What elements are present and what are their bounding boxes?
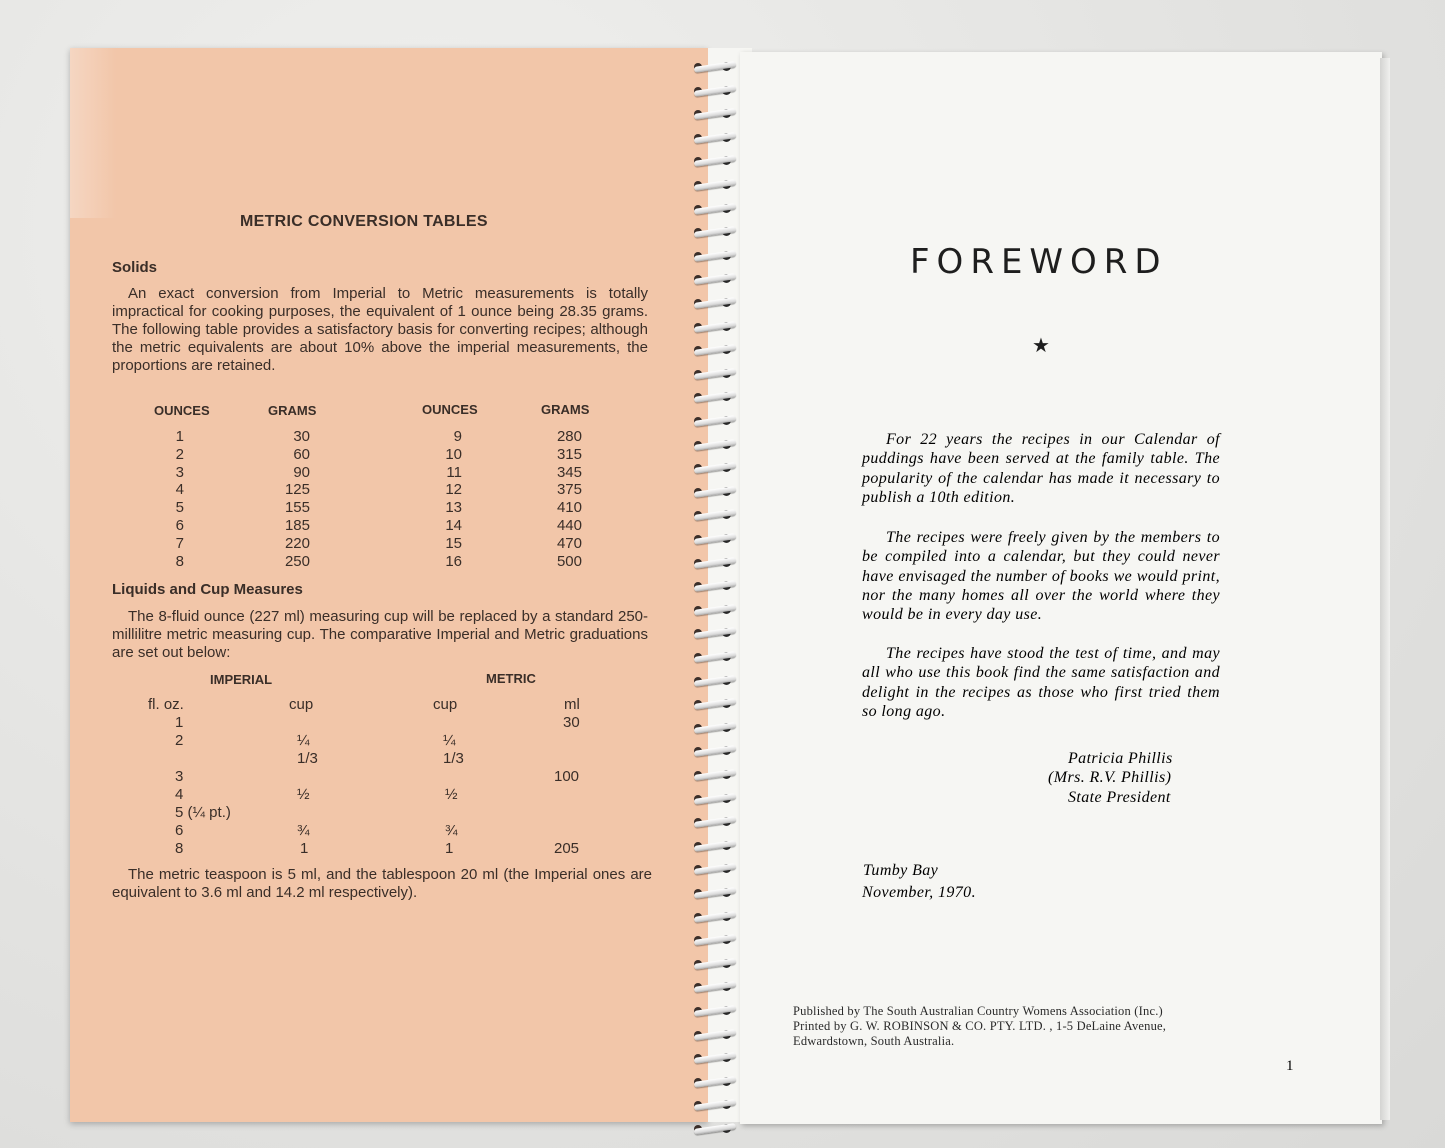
- spiral-coil: [694, 180, 740, 190]
- spiral-coil: [694, 912, 740, 922]
- solids-grams-col-1: [260, 428, 310, 570]
- publisher-line: Published by The South Australian Country Womens Association (Inc.): [793, 1004, 1163, 1018]
- table-cell: 185: [284, 516, 310, 534]
- table-cell: 14: [445, 516, 462, 534]
- signature-role: State President: [1068, 789, 1171, 806]
- table-cell: 205: [554, 840, 580, 857]
- table-cell: 90: [293, 463, 310, 481]
- spiral-coil: [694, 156, 740, 166]
- spiral-coil: [694, 534, 740, 544]
- table-cell: 1/3: [443, 750, 464, 767]
- table-cell: 10: [445, 445, 462, 463]
- table-row: [70, 714, 708, 732]
- table-cell: 3: [175, 463, 184, 481]
- signature-name: Patricia Phillis: [1068, 750, 1173, 767]
- col-header-ounces-1: OUNCES: [154, 403, 210, 418]
- table-cell: 315: [556, 445, 582, 463]
- spiral-coil: [694, 392, 740, 402]
- table-cell: 410: [556, 499, 582, 517]
- table-cell: 8: [175, 840, 184, 857]
- table-cell: 125: [284, 481, 310, 499]
- table-cell: 8: [175, 552, 184, 570]
- spiral-coil: [694, 510, 740, 520]
- table-cell: 470: [556, 534, 582, 552]
- table-cell: 9: [453, 428, 462, 445]
- table-cell: 100: [554, 768, 580, 785]
- spiral-coil: [694, 605, 740, 615]
- printer-address-line: Edwardstown, South Australia.: [793, 1034, 955, 1048]
- spiral-coil: [694, 864, 740, 874]
- page-number: 1: [1286, 1058, 1294, 1074]
- table-row: [70, 750, 708, 768]
- spiral-coil: [694, 227, 740, 237]
- table-row: [70, 840, 708, 858]
- table-cell: 155: [284, 499, 310, 517]
- table-cell: 345: [556, 463, 582, 481]
- table-cell: 7: [175, 534, 184, 552]
- col-header-grams-1: GRAMS: [268, 403, 317, 418]
- date: November, 1970.: [862, 884, 976, 901]
- table-cell: 440: [556, 516, 582, 534]
- table-cell: 30: [293, 428, 310, 445]
- printer-line: Printed by G. W. ROBINSON & CO. PTY. LTD. , 1-5 DeLaine Avenue,: [793, 1019, 1167, 1033]
- page-stack-edge: [1380, 58, 1390, 1120]
- page-title: METRIC CONVERSION TABLES: [240, 213, 488, 230]
- table-cell: ¾: [445, 822, 458, 839]
- spiral-coil: [694, 109, 740, 119]
- signature-alias: (Mrs. R.V. Phillis): [1048, 769, 1172, 786]
- table-row: [70, 768, 708, 786]
- table-cell: 6: [175, 516, 184, 534]
- table-cell: 500: [556, 552, 582, 570]
- spiral-coil: [694, 699, 740, 709]
- spiral-coil: [694, 746, 740, 756]
- table-cell: 3: [175, 768, 184, 785]
- col-header-floz: fl. oz.: [148, 696, 184, 713]
- spiral-coil: [694, 1077, 740, 1087]
- spiral-coil: [694, 628, 740, 638]
- solids-grams-col-2: [532, 428, 582, 570]
- spiral-coil: [694, 416, 740, 426]
- spiral-coil: [694, 841, 740, 851]
- spiral-coil: [694, 274, 740, 284]
- place: Tumby Bay: [863, 862, 939, 879]
- spiral-coil: [694, 723, 740, 733]
- spiral-coil: [694, 1100, 740, 1110]
- liquids-paragraph: The 8-fluid ounce (227 ml) measuring cup will be replaced by a standard 250-millilitre metric measuring cup. The comparative Imperial and Metric graduations are set out below:: [112, 608, 648, 661]
- table-cell: 1: [445, 840, 454, 857]
- spiral-coil: [694, 463, 740, 473]
- spiral-coil: [694, 204, 740, 214]
- table-row: [70, 822, 708, 840]
- spiral-coil: [694, 581, 740, 591]
- page-corner: [70, 48, 116, 218]
- spiral-coil: [694, 935, 740, 945]
- col-header-ounces-2: OUNCES: [422, 402, 478, 417]
- spiral-coil: [694, 770, 740, 780]
- table-cell: ½: [297, 786, 310, 803]
- spiral-coil: [694, 86, 740, 96]
- spiral-coil: [694, 487, 740, 497]
- spiral-coil: [694, 888, 740, 898]
- star-icon: ★: [1032, 335, 1050, 357]
- spiral-coil: [694, 345, 740, 355]
- metric-group-header: METRIC: [486, 671, 536, 686]
- col-header-ml: ml: [564, 696, 580, 713]
- table-cell: 60: [293, 445, 310, 463]
- table-cell: 5: [175, 499, 184, 517]
- table-cell: 250: [284, 552, 310, 570]
- table-cell: 30: [563, 714, 580, 731]
- spiral-coil: [694, 251, 740, 261]
- table-cell: 1: [175, 714, 184, 731]
- table-cell: 11: [446, 463, 462, 481]
- table-cell: 4: [175, 481, 184, 499]
- col-header-grams-2: GRAMS: [541, 402, 590, 417]
- table-cell: 16: [445, 552, 462, 570]
- spiral-coil: [694, 959, 740, 969]
- table-cell: 1: [300, 840, 309, 857]
- table-cell: 12: [445, 481, 462, 499]
- spiral-coil: [694, 369, 740, 379]
- spiral-coil: [694, 1124, 740, 1134]
- spiral-coil: [694, 652, 740, 662]
- table-cell: 1: [175, 428, 184, 445]
- spiral-coil: [694, 1030, 740, 1040]
- col-header-cup-imperial: cup: [289, 696, 314, 713]
- table-cell: 4: [175, 786, 184, 803]
- table-row: [70, 786, 708, 804]
- table-cell: 220: [284, 534, 310, 552]
- spiral-coil: [694, 558, 740, 568]
- table-cell: ¼: [443, 732, 456, 749]
- foreword-paragraph-1: For 22 years the recipes in our Calendar of puddings have been served at the family table. The popularity of the calendar has made it necessary to publish a 10th edition.: [862, 431, 1220, 506]
- solids-ounces-col-1: [154, 428, 184, 570]
- metric-spoon-note: The metric teaspoon is 5 ml, and the tablespoon 20 ml (the Imperial ones are equivalent to 3.6 ml and 14.2 ml respectively).: [112, 866, 652, 901]
- solids-ounces-col-2: [432, 428, 462, 570]
- spiral-coil: [694, 817, 740, 827]
- table-cell: 375: [556, 481, 582, 499]
- liquids-heading: Liquids and Cup Measures: [112, 581, 303, 598]
- left-page: [70, 48, 708, 1122]
- table-row: [70, 732, 708, 750]
- spiral-coil: [694, 676, 740, 686]
- table-cell: 2: [175, 732, 184, 749]
- table-cell: ¼: [297, 732, 310, 749]
- table-cell: 1/3: [297, 750, 318, 767]
- foreword-paragraph-3: The recipes have stood the test of time, and may all who use this book find the same satisfaction and delight in the recipes as those who first tried them so long ago.: [862, 645, 1220, 720]
- solids-heading: Solids: [112, 259, 158, 276]
- table-cell: 6: [175, 822, 184, 839]
- spiral-coil: [694, 322, 740, 332]
- table-cell: 13: [445, 499, 462, 517]
- table-cell: ½: [445, 786, 458, 803]
- spiral-coil: [694, 982, 740, 992]
- spiral-coil: [694, 298, 740, 308]
- spiral-coil: [694, 62, 740, 72]
- table-cell: 280: [556, 428, 582, 445]
- table-cell: 2: [175, 445, 184, 463]
- imperial-group-header: IMPERIAL: [210, 672, 273, 687]
- spiral-coil: [694, 1053, 740, 1063]
- foreword-title: FOREWORD: [910, 242, 1168, 282]
- spiral-coil: [694, 440, 740, 450]
- col-header-cup-metric: cup: [433, 696, 458, 713]
- solids-paragraph: An exact conversion from Imperial to Metric measurements is totally impractical for cooking purposes, the equivalent of 1 ounce being 28.35 grams. The following table provides a satisfactory basis for converting recipes; although the metric equivalents are about 10% above the imperial measurements, the proportions are retained.: [112, 285, 648, 374]
- foreword-paragraph-2: The recipes were freely given by the members to be compiled into a calendar, but they could never have envisaged the number of books we would print, nor the many homes all over the world where they would be in every day use.: [862, 529, 1220, 624]
- table-row: [70, 804, 708, 822]
- cup-header-row: [70, 696, 708, 714]
- spiral-coil: [694, 794, 740, 804]
- table-cell: 15: [445, 534, 462, 552]
- table-cell: ¾: [297, 822, 310, 839]
- spiral-coil: [694, 1006, 740, 1016]
- table-cell: 5 (¼ pt.): [175, 804, 231, 821]
- spiral-coil: [694, 133, 740, 143]
